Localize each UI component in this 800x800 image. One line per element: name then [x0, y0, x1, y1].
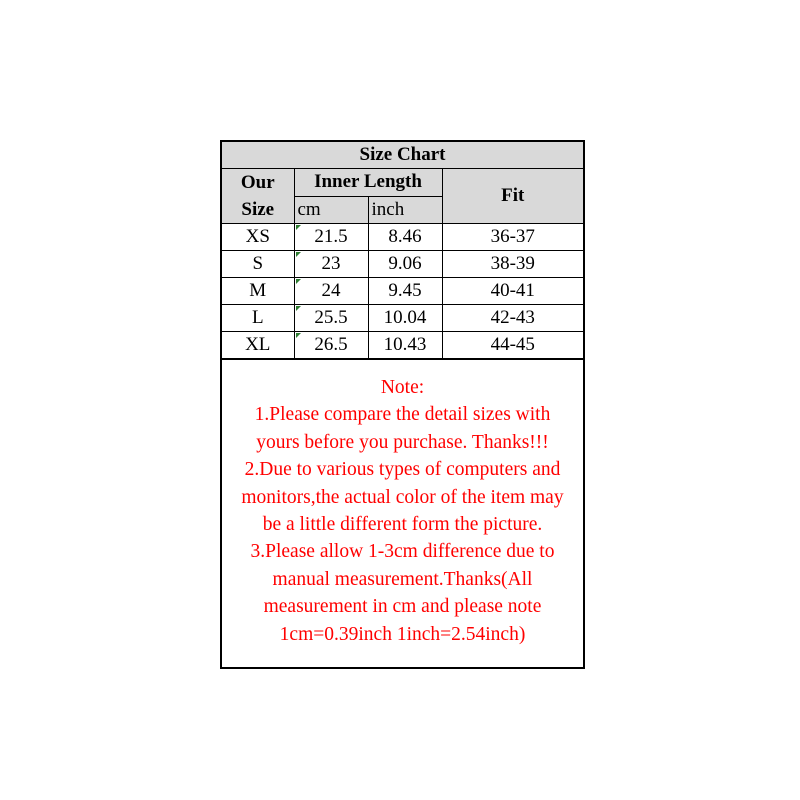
cm-cell: 21.5 — [294, 224, 368, 251]
cm-cell: 26.5 — [294, 332, 368, 359]
table-row — [222, 224, 583, 251]
our-size-header-line1: Our — [240, 172, 275, 193]
size-cell: M — [222, 278, 294, 305]
size-cell: S — [222, 251, 294, 278]
inch-cell: 9.45 — [368, 278, 442, 305]
cm-subheader: cm — [294, 196, 368, 224]
note-line: manual measurement.Thanks(All — [272, 568, 533, 590]
fit-cell: 36-37 — [442, 224, 583, 251]
note-line: 3.Please allow 1-3cm difference due to — [250, 541, 555, 563]
note-section — [222, 359, 583, 648]
note-line: measurement in cm and please note — [263, 596, 542, 618]
table-row — [222, 332, 583, 359]
fit-cell: 38-39 — [442, 251, 583, 278]
inch-cell: 9.06 — [368, 251, 442, 278]
table-title: Size Chart — [222, 142, 583, 169]
inner-length-header: Inner Length — [294, 169, 442, 197]
fit-cell: 42-43 — [442, 305, 583, 332]
note-line: 2.Due to various types of computers and — [244, 459, 561, 481]
note-heading: Note: — [380, 377, 425, 398]
cm-cell: 25.5 — [294, 305, 368, 332]
inch-cell: 10.43 — [368, 332, 442, 359]
title-row — [222, 142, 583, 169]
note-line: 1cm=0.39inch 1inch=2.54inch) — [279, 623, 526, 645]
size-cell: L — [222, 305, 294, 332]
note-line: be a little different form the picture. — [262, 514, 543, 536]
table-row — [222, 305, 583, 332]
size-chart — [220, 140, 585, 669]
inch-subheader: inch — [368, 196, 442, 224]
fit-cell: 44-45 — [442, 332, 583, 359]
inch-cell: 8.46 — [368, 224, 442, 251]
fit-header: Fit — [442, 169, 583, 224]
note-line: 1.Please compare the detail sizes with — [254, 404, 551, 426]
our-size-header-line2: Size — [241, 199, 275, 220]
size-cell: XL — [222, 332, 294, 359]
cm-cell: 23 — [294, 251, 368, 278]
our-size-header — [222, 169, 294, 224]
size-cell: XS — [222, 224, 294, 251]
note-line: monitors,the actual color of the item may — [241, 486, 564, 508]
cm-cell: 24 — [294, 278, 368, 305]
table-row — [222, 251, 583, 278]
note-line: yours before you purchase. Thanks!!! — [256, 431, 549, 453]
fit-cell: 40-41 — [442, 278, 583, 305]
inch-cell: 10.04 — [368, 305, 442, 332]
table-row — [222, 278, 583, 305]
header-row — [222, 169, 583, 197]
size-table — [222, 142, 583, 359]
